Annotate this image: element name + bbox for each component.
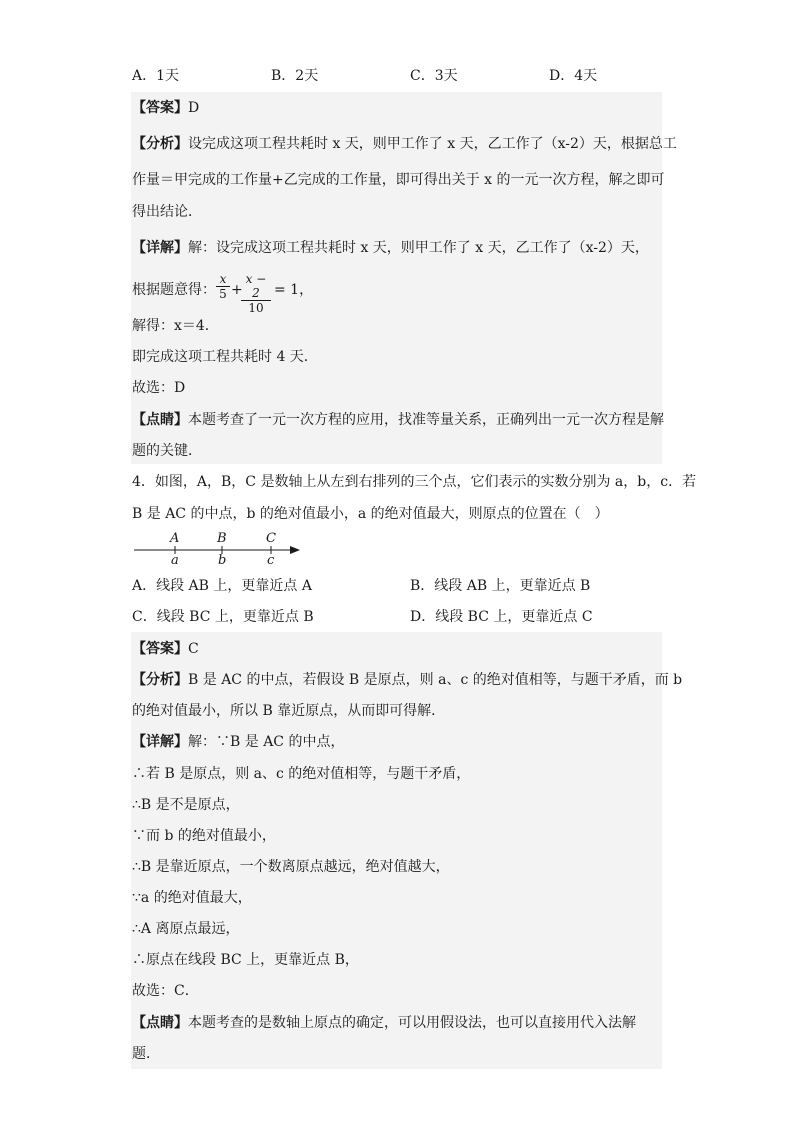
q4-solution-block	[131, 632, 662, 1069]
value-label-b: b	[218, 553, 227, 568]
q4-stem-line-1: 4．如图，A，B，C 是数轴上从左到右排列的三个点，它们表示的实数分别为 a，b，c．若	[132, 474, 697, 490]
analysis-tag: 【分析】	[132, 672, 188, 688]
point-label-a: A	[170, 531, 180, 546]
point-label-c: C	[266, 531, 276, 546]
comment-text: 本题考查的是数轴上原点的确定，可以用假设法，也可以直接用代入法解	[188, 1015, 636, 1031]
q4-detail-line-2: ∴若 B 是原点，则 a、c 的绝对值相等，与题干矛盾，	[132, 766, 471, 782]
q4-option-c: C．线段 BC 上，更靠近点 B	[132, 609, 314, 625]
fraction-denominator: 5	[216, 286, 230, 301]
detail-text: 解：设完成这项工程共耗时 x 天，则甲工作了 x 天，乙工作了（x-2）天，	[188, 240, 649, 256]
answer-tag: 【答案】	[132, 100, 188, 116]
q3-analysis-line-2: 作量＝甲完成的工作量+乙完成的工作量，即可得出关于 x 的一元一次方程，解之即可	[132, 172, 665, 188]
detail-text: 解：∵B 是 AC 的中点，	[188, 734, 345, 750]
analysis-text: 设完成这项工程共耗时 x 天，则甲工作了 x 天，乙工作了（x-2）天，根据总工	[188, 136, 677, 152]
value-label-c: c	[267, 553, 275, 568]
q3-detail-line-3: 解得：x＝4．	[132, 318, 219, 334]
q3-option-a: A．1天	[132, 68, 180, 84]
q3-option-b: B．2天	[271, 68, 319, 84]
fraction-numerator: x	[219, 272, 227, 286]
q4-detail-line-9: 故选：C．	[132, 983, 199, 999]
answer-value: D	[188, 100, 200, 116]
q4-analysis-line-2: 的绝对值最小，所以 B 靠近原点，从而即可得解．	[132, 703, 446, 719]
answer-value: C	[188, 641, 199, 657]
analysis-text: B 是 AC 的中点，若假设 B 是原点，则 a、c 的绝对值相等，与题干矛盾，而 b	[188, 672, 683, 688]
detail-tag: 【详解】	[132, 240, 188, 256]
q3-answer	[132, 98, 199, 118]
q4-option-b: B．线段 AB 上，更靠近点 B	[410, 578, 591, 594]
q4-option-d: D．线段 BC 上，更靠近点 C	[410, 609, 593, 625]
q4-comment-line-2: 题．	[132, 1046, 160, 1062]
q4-stem-line-2: B 是 AC 的中点，b 的绝对值最小，a 的绝对值最大，则原点的位置在（ ）	[132, 506, 609, 522]
q4-detail-line-7: ∴A 离原点最远，	[132, 921, 240, 937]
q4-comment-line-1	[132, 1013, 636, 1033]
q3-detail-line-5: 故选：D	[132, 380, 186, 396]
q4-option-a: A．线段 AB 上，更靠近点 A	[132, 578, 312, 594]
number-line-figure	[132, 530, 312, 570]
q4-detail-line-4: ∵而 b 的绝对值最小，	[132, 828, 276, 844]
fraction-x-minus-2-over-10	[241, 272, 271, 315]
q3-option-d: D．4天	[549, 68, 598, 84]
q4-answer	[132, 639, 199, 659]
q4-analysis-line-1	[132, 670, 682, 690]
q3-analysis-line-3: 得出结论．	[132, 204, 202, 220]
comment-tag: 【点睛】	[132, 412, 188, 428]
comment-text: 本题考查了一元一次方程的应用，找准等量关系，正确列出一元一次方程是解	[188, 412, 664, 428]
axis-arrow-icon	[290, 546, 300, 554]
q4-detail-line-3: ∴B 是不是原点，	[132, 797, 240, 813]
q4-detail-line-6: ∵a 的绝对值最大，	[132, 890, 252, 906]
equation-rhs: = 1，	[274, 282, 314, 298]
plus-sign: +	[231, 282, 243, 298]
detail-tag: 【详解】	[132, 734, 188, 750]
q4-detail-line-8: ∴原点在线段 BC 上，更靠近点 B，	[132, 952, 359, 968]
fraction-numerator: x − 2	[245, 272, 267, 300]
q3-comment-line-2: 题的关键．	[132, 443, 202, 459]
fraction-denominator: 10	[241, 300, 271, 315]
q4-detail-line-5: ∴B 是靠近原点，一个数离原点越远，绝对值越大，	[132, 859, 450, 875]
answer-tag: 【答案】	[132, 641, 188, 657]
q3-equation-prefix: 根据题意得：	[132, 282, 216, 298]
point-label-b: B	[217, 531, 227, 546]
q3-comment-line-1	[132, 410, 664, 430]
analysis-tag: 【分析】	[132, 136, 188, 152]
value-label-a: a	[171, 553, 179, 568]
fraction-x-over-5	[216, 272, 230, 301]
q3-detail-line-1	[132, 238, 649, 258]
comment-tag: 【点睛】	[132, 1015, 188, 1031]
q4-detail-line-1	[132, 732, 344, 752]
q3-analysis-line-1	[132, 134, 677, 154]
q3-detail-line-4: 即完成这项工程共耗时 4 天．	[132, 349, 318, 365]
q3-option-c: C．3天	[410, 68, 458, 84]
